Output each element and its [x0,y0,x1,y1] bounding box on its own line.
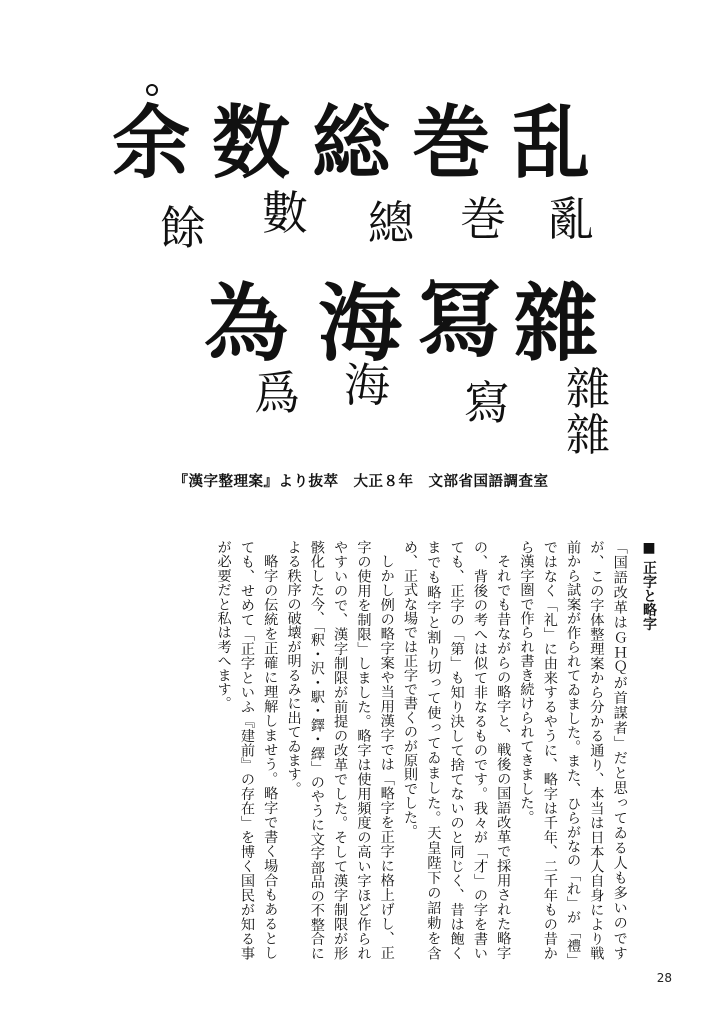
glyph-row2-3: 總 [368,196,414,250]
paragraph: 略字の伝統を正確に理解しませう。略字で書く場合もあるとしても、せめて「正字といふ『建前』の存在」を博く国民が知る事が必要だと私は考へます。 [215,540,279,960]
article-body [70,540,660,960]
glyph-row1-4: 巻 [412,97,491,190]
glyph-row1-2: 数 [212,97,291,190]
glyph-row3-2: 海 [318,274,403,373]
figure-caption: 『漢字整理案』より抜萃 大正８年 文部省国語調査室 [173,474,549,490]
glyph-row1-1: 余 [112,97,191,190]
glyph-row2-5: 亂 [548,192,594,246]
glyph-row2-2: 數 [262,186,308,240]
glyph-row1-5: 乱 [512,97,591,190]
glyph-row3-1: 為 [204,274,289,373]
glyph-row1-3: 総 [312,97,391,190]
glyph-row3-3: 冩 [418,270,503,369]
glyph-row3-4: 雜 [514,274,599,373]
glyph-row4-4: 雜 [566,364,610,415]
section-heading: ■ 正字と略字 [641,540,657,631]
page-number: 28 [656,971,672,985]
glyph-row4-2: 海 [344,358,390,412]
glyph-row2-1: 餘 [160,201,206,255]
glyph-row4-1: 爲 [254,366,300,420]
glyph-row4-3: 寫 [464,376,510,430]
paragraph: それでも昔ながらの略字と、戦後の国語改革で採用された略字の、背後の考へは似て非なるものです。我々が「才」の字を書いても、正字の「第」も知り決して捨てないのと同じく、昔は飽くまでも略字と割り切って使ってゐました。天皇陛下の詔勅を含め、正式な場では正字で書くのが原則でした。 [402,540,512,960]
circle-mark-icon [146,84,158,96]
glyph-row4-5: 雜 [566,410,610,461]
calligraphy-specimen [0,0,722,460]
paragraph: 「国語改革はＧＨＱが首謀者」だと思ってゐる人も多いのですが、この字体整理案から分かる通り、本当は日本人自身により戦前から試案が作られてゐました。また、ひらがなの「れ」が「禮」ではなく「礼」に由来するやうに、略字は千年、二千年もの昔から漢字圏で作られ書き続けられてきました。 [518,540,628,960]
glyph-row2-4: 巻 [460,192,506,246]
paragraph: しかし例の略字案や当用漢字では「略字を正字に格上げし、正字の使用を制限」しました。略字は使用頻度の高い字ほど作られやすいので、漢字制限が前提の改革でした。そして漢字制限が形骸化した今、「釈・沢・駅・鐸・繹」のやうに文字部品の不整合による秩序の破壊が明るみに出てゐます。 [285,540,395,960]
